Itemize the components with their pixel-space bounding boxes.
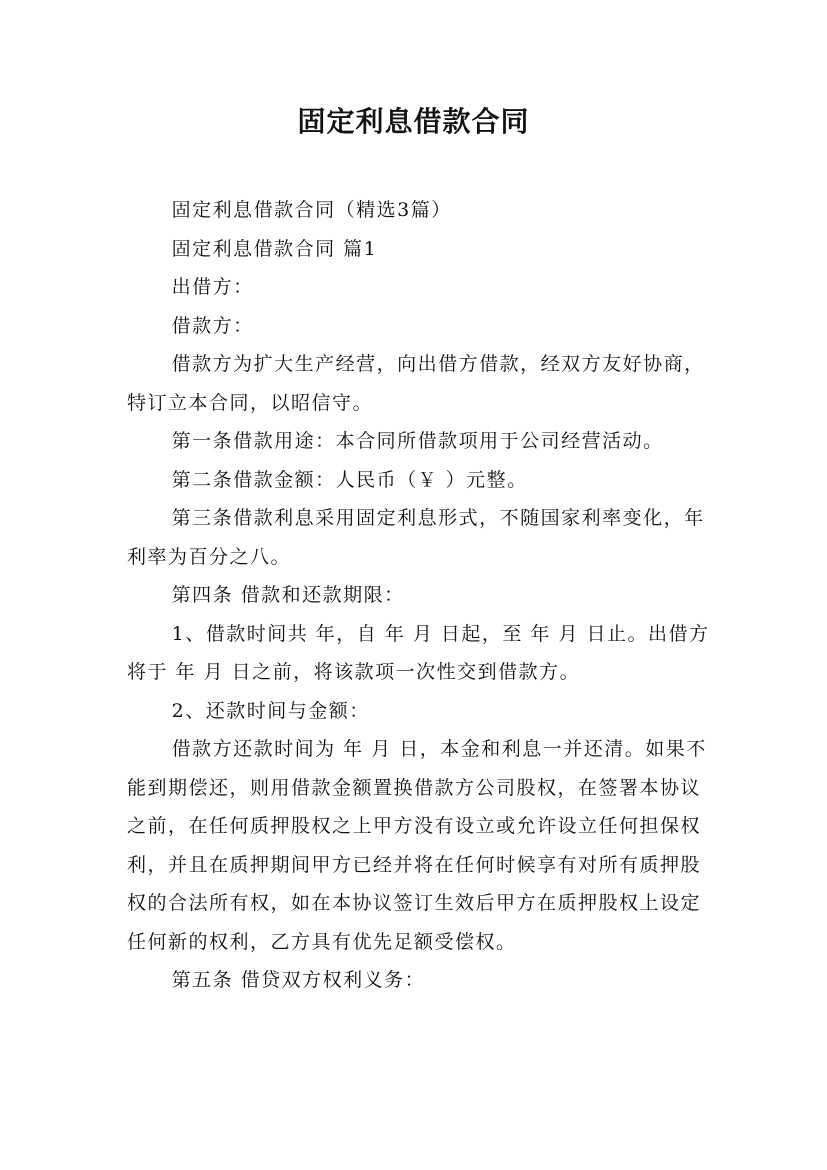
paragraph-article-4-item-2: 2、还款时间与金额： bbox=[171, 699, 370, 722]
paragraph-article-5: 第五条 借贷双方权利义务： bbox=[171, 969, 426, 991]
paragraph-article-4: 第四条 借款和还款期限： bbox=[171, 584, 405, 606]
paragraph-borrower: 借款方： bbox=[171, 314, 254, 337]
paragraph-section-heading: 固定利息借款合同 篇1 bbox=[171, 237, 378, 260]
paragraph-subtitle: 固定利息借款合同（精选3篇） bbox=[171, 199, 452, 221]
paragraph-lender: 出借方： bbox=[171, 276, 254, 298]
paragraph-preamble: 借款方为扩大生产经营，向出借方借款，经双方友好协商，特订立本合同，以昭信守。 bbox=[127, 353, 705, 414]
paragraph-article-1: 第一条借款用途：本合同所借款项用于公司经营活动。 bbox=[171, 430, 664, 452]
paragraph-article-4-item-1: 1、借款时间共 年，自 年 月 日起，至 年 月 日止。出借方将于 年 月 日之前，将该款项一次性交到借款方。 bbox=[127, 622, 710, 683]
paragraph-article-3: 第三条借款利息采用固定利息形式，不随国家利率变化，年利率为百分之八。 bbox=[127, 507, 705, 568]
paragraph-repayment-terms: 借款方还款时间为 年 月 日，本金和利息一并还清。如果不能到期偿还，则用借款金额置换借款方公司股权，在签署本协议之前，在任何质押股权之上甲方没有设立或允许设立任何担保权利，并且在质押期间甲方已经并将在任何时候享有对所有质押股权的合法所有权，如在本协议签订生效后甲方在质押股权上设定任何新的权利，乙方具有优先足额受偿权。 bbox=[127, 738, 707, 953]
document-body bbox=[127, 191, 717, 1000]
document-title: 固定利息借款合同 bbox=[297, 105, 530, 138]
paragraph-article-2: 第二条借款金额：人民币（￥ ）元整。 bbox=[171, 468, 528, 491]
